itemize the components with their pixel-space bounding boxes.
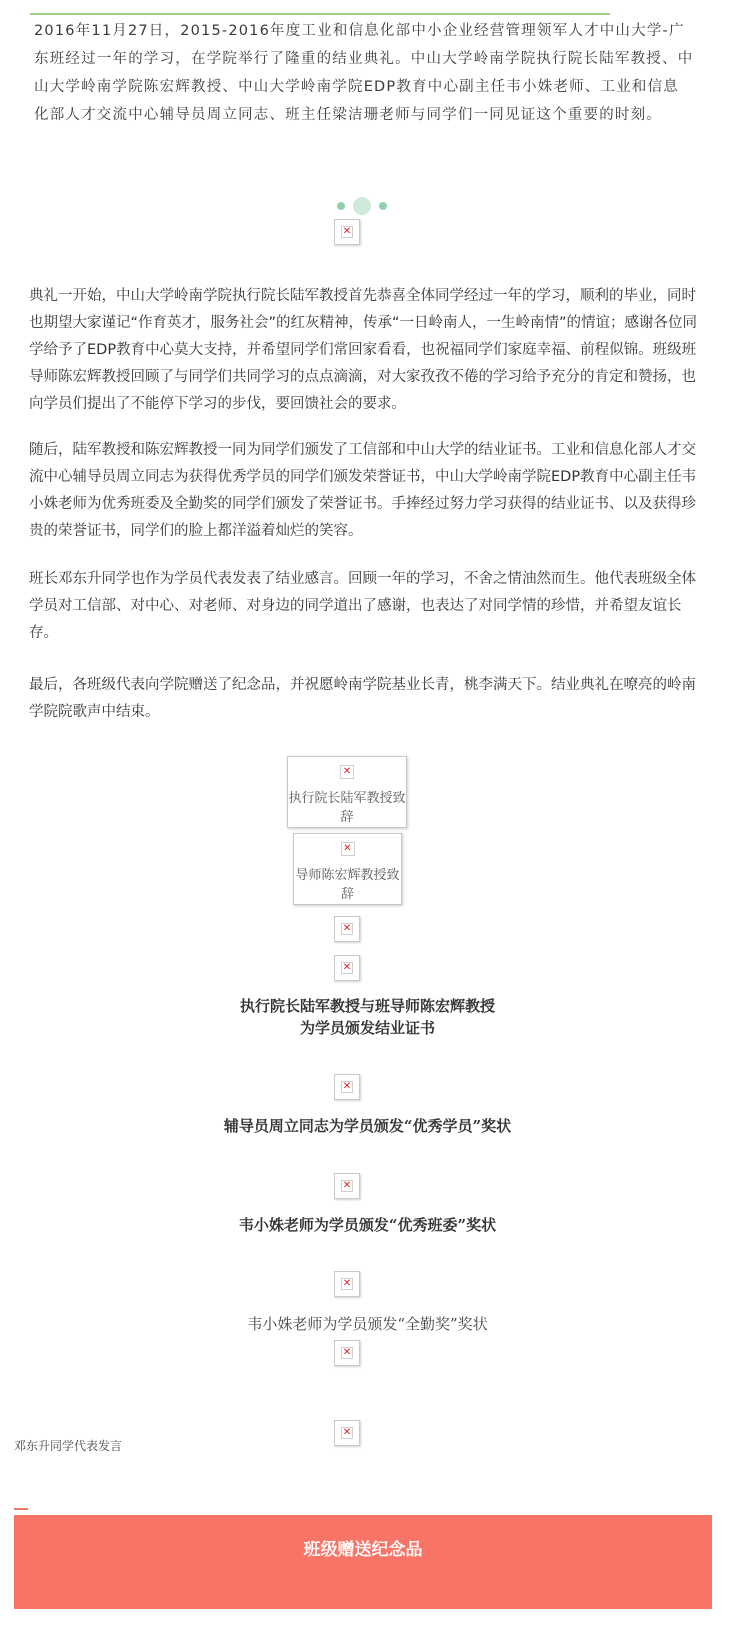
broken-image-icon: ✕ — [342, 226, 352, 237]
section-banner-title: 班级赠送纪念品 — [303, 1540, 423, 1560]
section-marker — [14, 1508, 28, 1510]
image-alt-text: 执行院长陆军教授致辞 — [288, 791, 406, 825]
caption-attendance: 韦小姝老师为学员颁发“全勤奖”奖状 — [247, 1315, 488, 1333]
caption-certificate-line2: 为学员颁发结业证书 — [299, 1019, 435, 1037]
intro-paragraph: 2016年11月27日，2015-2016年度工业和信息化部中小企业经营管理领军人才中山大学-广东班经过一年的学习，在学院举行了隆重的结业典礼。中山大学岭南学院执行院长陆军教授、中山大学岭南学院陈宏辉教授、中山大学岭南学院EDP教育中心副主任韦小姝老师、工业和信息化部人才交流中心辅导员周立同志、班主任梁洁珊老师与同学们一同见证这个重要的时刻。 — [34, 23, 694, 123]
carousel-dot[interactable] — [379, 202, 387, 210]
body-paragraph-certificates: 随后，陆军教授和陈宏辉教授一同为同学们颁发了工信部和中山大学的结业证书。工业和信息化部人才交流中心辅导员周立同志为获得优秀学员的同学们颁发荣誉证书，中山大学岭南学院EDP教育中心副主任韦小姝老师为优秀班委及全勤奖的同学们颁发了荣誉证书。手捧经过努力学习获得的结业证书、以及获得珍贵的荣誉证书，同学们的脸上都洋溢着灿烂的笑容。 — [29, 442, 697, 539]
broken-image-icon: ✕ — [342, 1278, 352, 1289]
broken-image — [334, 916, 360, 942]
broken-image — [334, 1271, 360, 1297]
broken-image-icon: ✕ — [342, 1180, 352, 1191]
image-alt-text: 导师陈宏辉教授致辞 — [295, 868, 400, 902]
caption-student-speech: 邓东升同学代表发言 — [14, 1439, 123, 1453]
body-paragraph-closing: 最后，各班级代表向学院赠送了纪念品，并祝愿岭南学院基业长青，桃李满天下。结业典礼在嘹亮的岭南学院院歌声中结束。 — [29, 677, 696, 720]
caption-excellent-committee: 韦小姝老师为学员颁发“优秀班委”奖状 — [238, 1216, 497, 1234]
top-divider-line — [30, 13, 610, 15]
broken-image-icon: ✕ — [342, 923, 352, 934]
caption-certificate-line1: 执行院长陆军教授与班导师陈宏辉教授 — [239, 997, 495, 1015]
broken-image-icon: ✕ — [340, 765, 354, 779]
image-placeholder-tutor-speech — [293, 833, 402, 905]
image-placeholder-president-speech — [287, 756, 407, 828]
broken-image — [334, 1420, 360, 1446]
broken-image-icon: ✕ — [342, 1347, 352, 1358]
broken-image-icon: ✕ — [341, 842, 355, 856]
body-paragraph-speech: 班长邓东升同学也作为学员代表发表了结业感言。回顾一年的学习，不舍之情油然而生。他代表班级全体学员对工信部、对中心、对老师、对身边的同学道出了感谢，也表达了对同学情的珍惜，并希望友谊长存。 — [29, 571, 696, 641]
section-banner — [14, 1515, 712, 1609]
carousel-dot[interactable] — [337, 202, 345, 210]
broken-image — [334, 1340, 360, 1366]
broken-image-icon: ✕ — [342, 962, 352, 973]
carousel-dot-active[interactable] — [353, 197, 371, 215]
broken-image — [334, 955, 360, 981]
broken-image — [334, 1074, 360, 1100]
broken-image — [334, 219, 360, 245]
body-paragraph-opening: 典礼一开始，中山大学岭南学院执行院长陆军教授首先恭喜全体同学经过一年的学习，顺利的毕业，同时也期望大家谨记“作育英才，服务社会”的红灰精神，传承“一日岭南人，一生岭南情”的情谊；感谢各位同学给予了EDP教育中心莫大支持，并希望同学们常回家看看，也祝福同学们家庭幸福、前程似锦。班级班导师陈宏辉教授回顾了与同学们共同学习的点点滴滴，对大家孜孜不倦的学习给予充分的肯定和赞扬，也向学员们提出了不能停下学习的步伐，要回馈社会的要求。 — [29, 288, 698, 412]
broken-image-icon: ✕ — [342, 1427, 352, 1438]
broken-image-icon: ✕ — [342, 1081, 352, 1092]
carousel-dots — [337, 197, 387, 215]
caption-excellent-student: 辅导员周立同志为学员颁发“优秀学员”奖状 — [223, 1117, 512, 1135]
broken-image — [334, 1173, 360, 1199]
